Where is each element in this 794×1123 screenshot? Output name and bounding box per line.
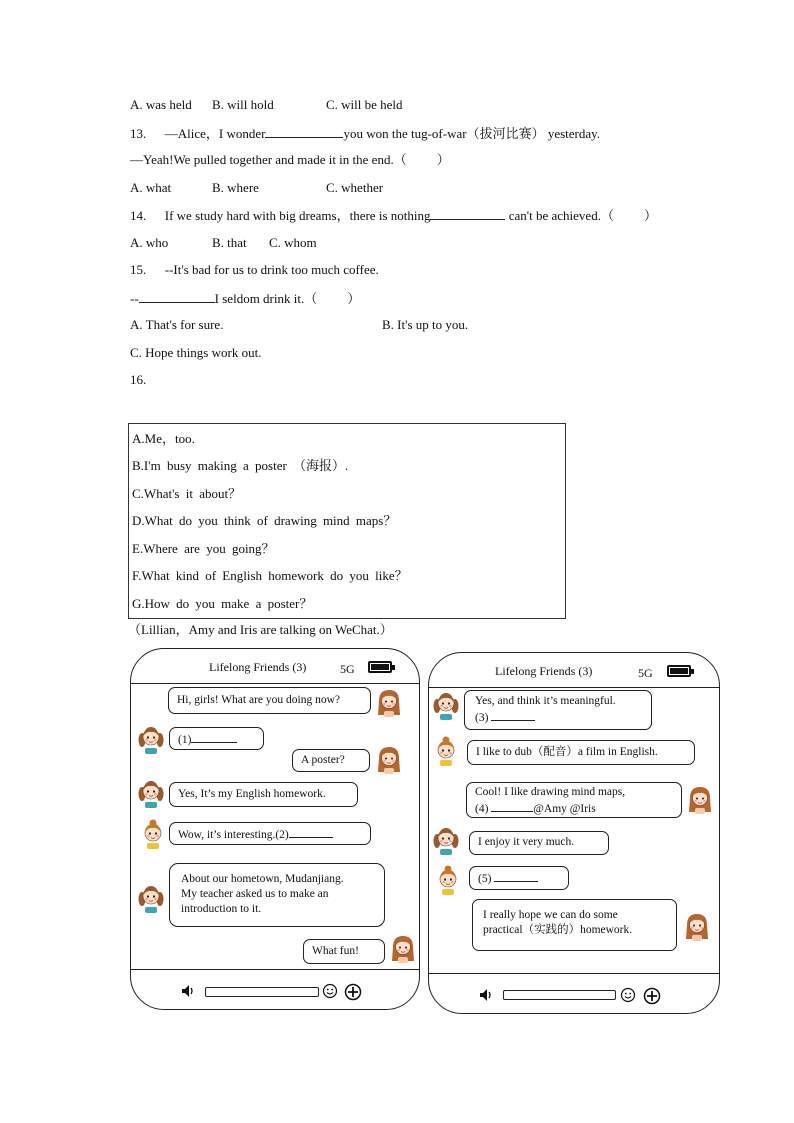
phone-left-header-divider <box>131 683 419 684</box>
chat-bubble <box>292 749 370 772</box>
chat-bubble <box>303 939 385 964</box>
q13-option-a[interactable]: A. what <box>130 180 172 195</box>
q13-stem <box>130 125 600 142</box>
q14-number: 14. <box>130 208 147 223</box>
chat-bubble <box>169 782 358 807</box>
message-line <box>475 709 643 726</box>
chat-bubble <box>169 822 371 845</box>
message-text: (5) <box>478 873 492 885</box>
avatar-lillian-icon <box>137 778 165 808</box>
chat-bubble <box>464 690 652 730</box>
q16-number: 16. <box>130 372 147 387</box>
message-text: (3) <box>475 712 489 724</box>
message-text: What fun! <box>312 945 359 957</box>
avatar-amy-icon <box>686 784 714 814</box>
q12-option-b[interactable]: B. will hold <box>212 97 274 112</box>
q12-option-a[interactable]: A. was held <box>130 97 192 112</box>
avatar-iris-icon <box>432 736 460 766</box>
q14-option-a[interactable]: A. who <box>130 235 169 250</box>
phone-right <box>428 652 720 1014</box>
q15-option-c[interactable]: C. Hope things work out. <box>130 345 262 360</box>
blank-1[interactable] <box>191 731 237 743</box>
q16-option-d: D.What do you think of drawing mind maps？ <box>132 513 397 528</box>
chat-bubble <box>169 863 385 927</box>
battery-icon <box>368 661 392 673</box>
message-text: (1) <box>178 734 192 746</box>
avatar-lillian-icon <box>137 883 165 913</box>
q15-reply-end: ） <box>347 291 361 306</box>
q16-option-f: F.What kind of English homework do you like？ <box>132 568 408 583</box>
avatar-lillian-icon <box>432 690 460 720</box>
message-text: I enjoy it very much. <box>478 836 575 848</box>
message-line <box>475 800 673 817</box>
emoji-icon[interactable] <box>620 987 636 1003</box>
phone-left-title: Lifelong Friends (3) <box>209 660 307 674</box>
q16-option-b: B.I'm busy making a poster （海报）. <box>132 458 349 473</box>
message-text: Wow, it’s interesting.(2) <box>178 829 289 841</box>
q14-option-c[interactable]: C. whom <box>269 235 317 250</box>
q16-option-e: E.Where are you going？ <box>132 541 275 556</box>
chat-bubble <box>469 831 609 855</box>
blank-4[interactable] <box>491 800 533 812</box>
emoji-icon[interactable] <box>322 983 338 999</box>
message-line: Yes, and think it’s meaningful. <box>475 695 616 707</box>
q16-option-c: C.What's it about？ <box>132 486 242 501</box>
message-text: Yes, It’s my English homework. <box>178 788 326 800</box>
message-text: @Amy @Iris <box>533 803 596 815</box>
avatar-amy-icon <box>683 911 711 941</box>
q15-text: --It's bad for us to drink too much coffee. <box>164 262 379 277</box>
q14-text-a: If we study hard with big dreams，there is nothing <box>164 208 431 223</box>
q14-option-b[interactable]: B. that <box>212 235 247 250</box>
message-line: Cool! I like drawing mind maps, <box>475 786 626 798</box>
q15-reply-text: I seldom drink it.（ <box>214 291 318 306</box>
avatar-amy-icon <box>389 933 417 963</box>
q16-context: （Lillian，Amy and Iris are talking on WeChat.） <box>128 622 393 637</box>
q15-reply-prefix: -- <box>130 291 139 306</box>
chat-bubble <box>466 782 682 818</box>
message-line: My teacher asked us to make an <box>181 888 329 900</box>
q13-option-b[interactable]: B. where <box>212 180 259 195</box>
q14-stem <box>130 207 657 224</box>
add-icon[interactable] <box>344 983 362 1001</box>
q13-number: 13. <box>130 126 147 141</box>
q13-text-b: you won the tug-of-war（拔河比赛） yesterday. <box>343 126 601 141</box>
avatar-amy-icon <box>375 687 403 717</box>
phone-left-network: 5G <box>340 662 355 676</box>
q13-reply-text: —Yeah!We pulled together and made it in the end.（ <box>130 152 407 167</box>
message-line: I really hope we can do some <box>483 909 618 921</box>
q15-option-b[interactable]: B. It's up to you. <box>382 317 469 332</box>
q12-option-c[interactable]: C. will be held <box>326 97 403 112</box>
message-line: introduction to it. <box>181 903 262 915</box>
q13-reply-end: ） <box>436 152 450 167</box>
chat-bubble <box>169 727 264 750</box>
chat-bubble <box>469 866 569 890</box>
phone-right-footer-divider <box>429 973 719 974</box>
add-icon[interactable] <box>643 987 661 1005</box>
phone-left <box>130 648 420 1010</box>
q14-text-b: can't be achieved.（ <box>505 208 614 223</box>
battery-icon <box>667 665 691 677</box>
q13-reply <box>130 152 450 168</box>
chat-bubble <box>168 687 371 714</box>
q15-reply <box>130 290 360 307</box>
chat-bubble <box>467 740 695 765</box>
phone-right-network: 5G <box>638 666 653 680</box>
q13-option-c[interactable]: C. whether <box>326 180 384 195</box>
message-input[interactable] <box>205 987 319 997</box>
message-line: About our hometown, Mudanjiang. <box>181 873 344 885</box>
avatar-amy-icon <box>375 744 403 774</box>
chat-bubble <box>472 899 677 951</box>
blank-2[interactable] <box>289 826 333 838</box>
q15-stem <box>130 262 379 278</box>
message-text: A poster? <box>301 754 345 766</box>
q16-option-a: A.Me，too. <box>132 431 195 446</box>
q13-text-a: —Alice，I wonder <box>164 126 266 141</box>
voice-icon[interactable] <box>180 983 196 999</box>
message-text: I like to dub（配音）a film in English. <box>476 746 658 758</box>
q14-blank[interactable] <box>430 207 505 220</box>
message-text: (4) <box>475 803 489 815</box>
q16-option-g: G.How do you make a poster？ <box>132 596 313 611</box>
avatar-iris-icon <box>434 865 462 895</box>
avatar-lillian-icon <box>137 724 165 754</box>
message-line: practical（实践的）homework. <box>483 924 633 936</box>
message-input[interactable] <box>503 990 616 1000</box>
q15-number: 15. <box>130 262 147 277</box>
q15-blank[interactable] <box>139 290 215 303</box>
q15-option-a[interactable]: A. That's for sure. <box>130 317 224 332</box>
blank-3[interactable] <box>491 709 535 721</box>
blank-5[interactable] <box>494 870 538 882</box>
voice-icon[interactable] <box>478 987 494 1003</box>
phone-right-header-divider <box>429 687 719 688</box>
q16-options-box <box>128 423 566 619</box>
phone-left-footer-divider <box>131 969 419 970</box>
phone-right-title: Lifelong Friends (3) <box>495 664 593 678</box>
q13-blank[interactable] <box>265 125 343 138</box>
message-text: Hi, girls! What are you doing now? <box>177 694 340 706</box>
q14-text-end: ） <box>643 208 657 223</box>
avatar-lillian-icon <box>432 825 460 855</box>
avatar-iris-icon <box>139 819 167 849</box>
